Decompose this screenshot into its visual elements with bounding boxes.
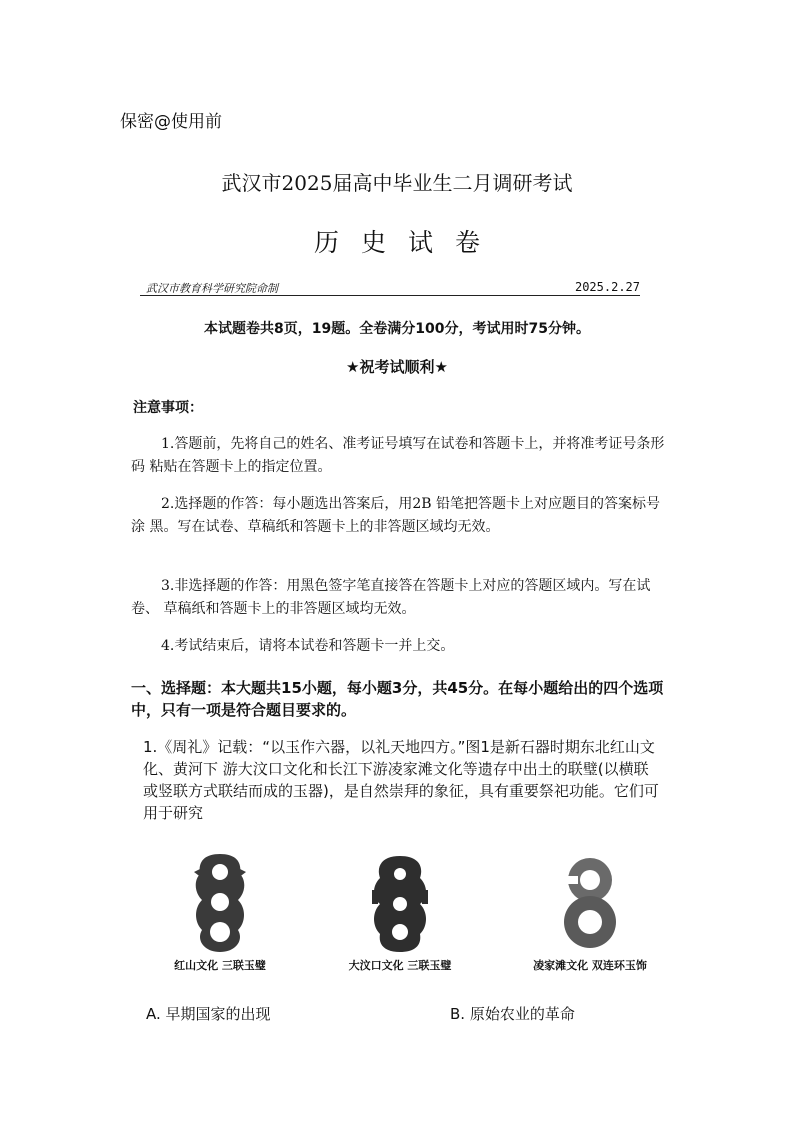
issuer-label: 武汉市教育科学研究院命制 xyxy=(146,282,278,295)
confidential-label: 保密@使用前 xyxy=(120,112,222,132)
figure-caption: 凌家滩文化 双连环玉饰 xyxy=(533,959,647,972)
question-1-stem: 1.《周礼》记载：“以玉作六器，以礼天地四方。”图1是新石器时期东北红山文化、黄河下 游大汶口文化和长江下游凌家滩文化等遗存中出土的联璧(以横联或竖联方式联结而成的玉器)，是自然崇拜的象征，具有重要祭祀功能。它们可用于研究 xyxy=(143,738,659,822)
artifact-lingjiatan xyxy=(510,845,670,975)
double-ring-jade-icon xyxy=(550,850,630,955)
artifact-dawenkou xyxy=(320,845,480,975)
notice-item: 2.选择题的作答：每小题选出答案后，用2B 铅笔把答题卡上对应题目的答案标号涂 黑。写在试卷、草稿纸和答题卡上的非答题区域均无效。 xyxy=(131,496,661,535)
notice-item: 4.考试结束后，请将本试卷和答题卡一并上交。 xyxy=(161,638,455,654)
figure-1 xyxy=(140,845,680,975)
option-a[interactable]: A. 早期国家的出现 xyxy=(146,1005,271,1023)
issue-date: 2025.2.27 xyxy=(574,280,640,294)
figure-caption: 红山文化 三联玉璧 xyxy=(174,959,266,972)
triple-jade-bi-icon xyxy=(360,850,440,955)
notice-item: 3.非选择题的作答：用黑色签字笔直接答在答题卡上对应的答题区域内。写在试卷、 草稿纸和答题卡上的非答题区域均无效。 xyxy=(131,578,651,617)
triple-jade-bi-icon xyxy=(180,850,260,955)
subject-title: 历史试卷 xyxy=(313,228,502,257)
notice-heading: 注意事项： xyxy=(133,400,203,416)
exam-summary: 本试题卷共8页，19题。全卷满分100分，考试用时75分钟。 xyxy=(204,321,590,337)
figure-caption: 大汶口文化 三联玉璧 xyxy=(348,959,452,972)
exam-title: 武汉市2025届高中毕业生二月调研考试 xyxy=(221,171,573,195)
option-b[interactable]: B. 原始农业的革命 xyxy=(450,1005,575,1023)
header-divider xyxy=(140,295,640,296)
section-heading: 一、选择题：本大题共15小题，每小题3分，共45分。在每小题给出的四个选项中，只有一项是符合题目要求的。 xyxy=(131,679,664,719)
notice-item: 1.答题前，先将自己的姓名、准考证号填写在试卷和答题卡上，并将准考证号条形码 粘贴在答题卡上的指定位置。 xyxy=(131,436,665,475)
artifact-hongshan xyxy=(140,845,300,975)
good-luck-line: ★祝考试顺利★ xyxy=(346,358,448,376)
